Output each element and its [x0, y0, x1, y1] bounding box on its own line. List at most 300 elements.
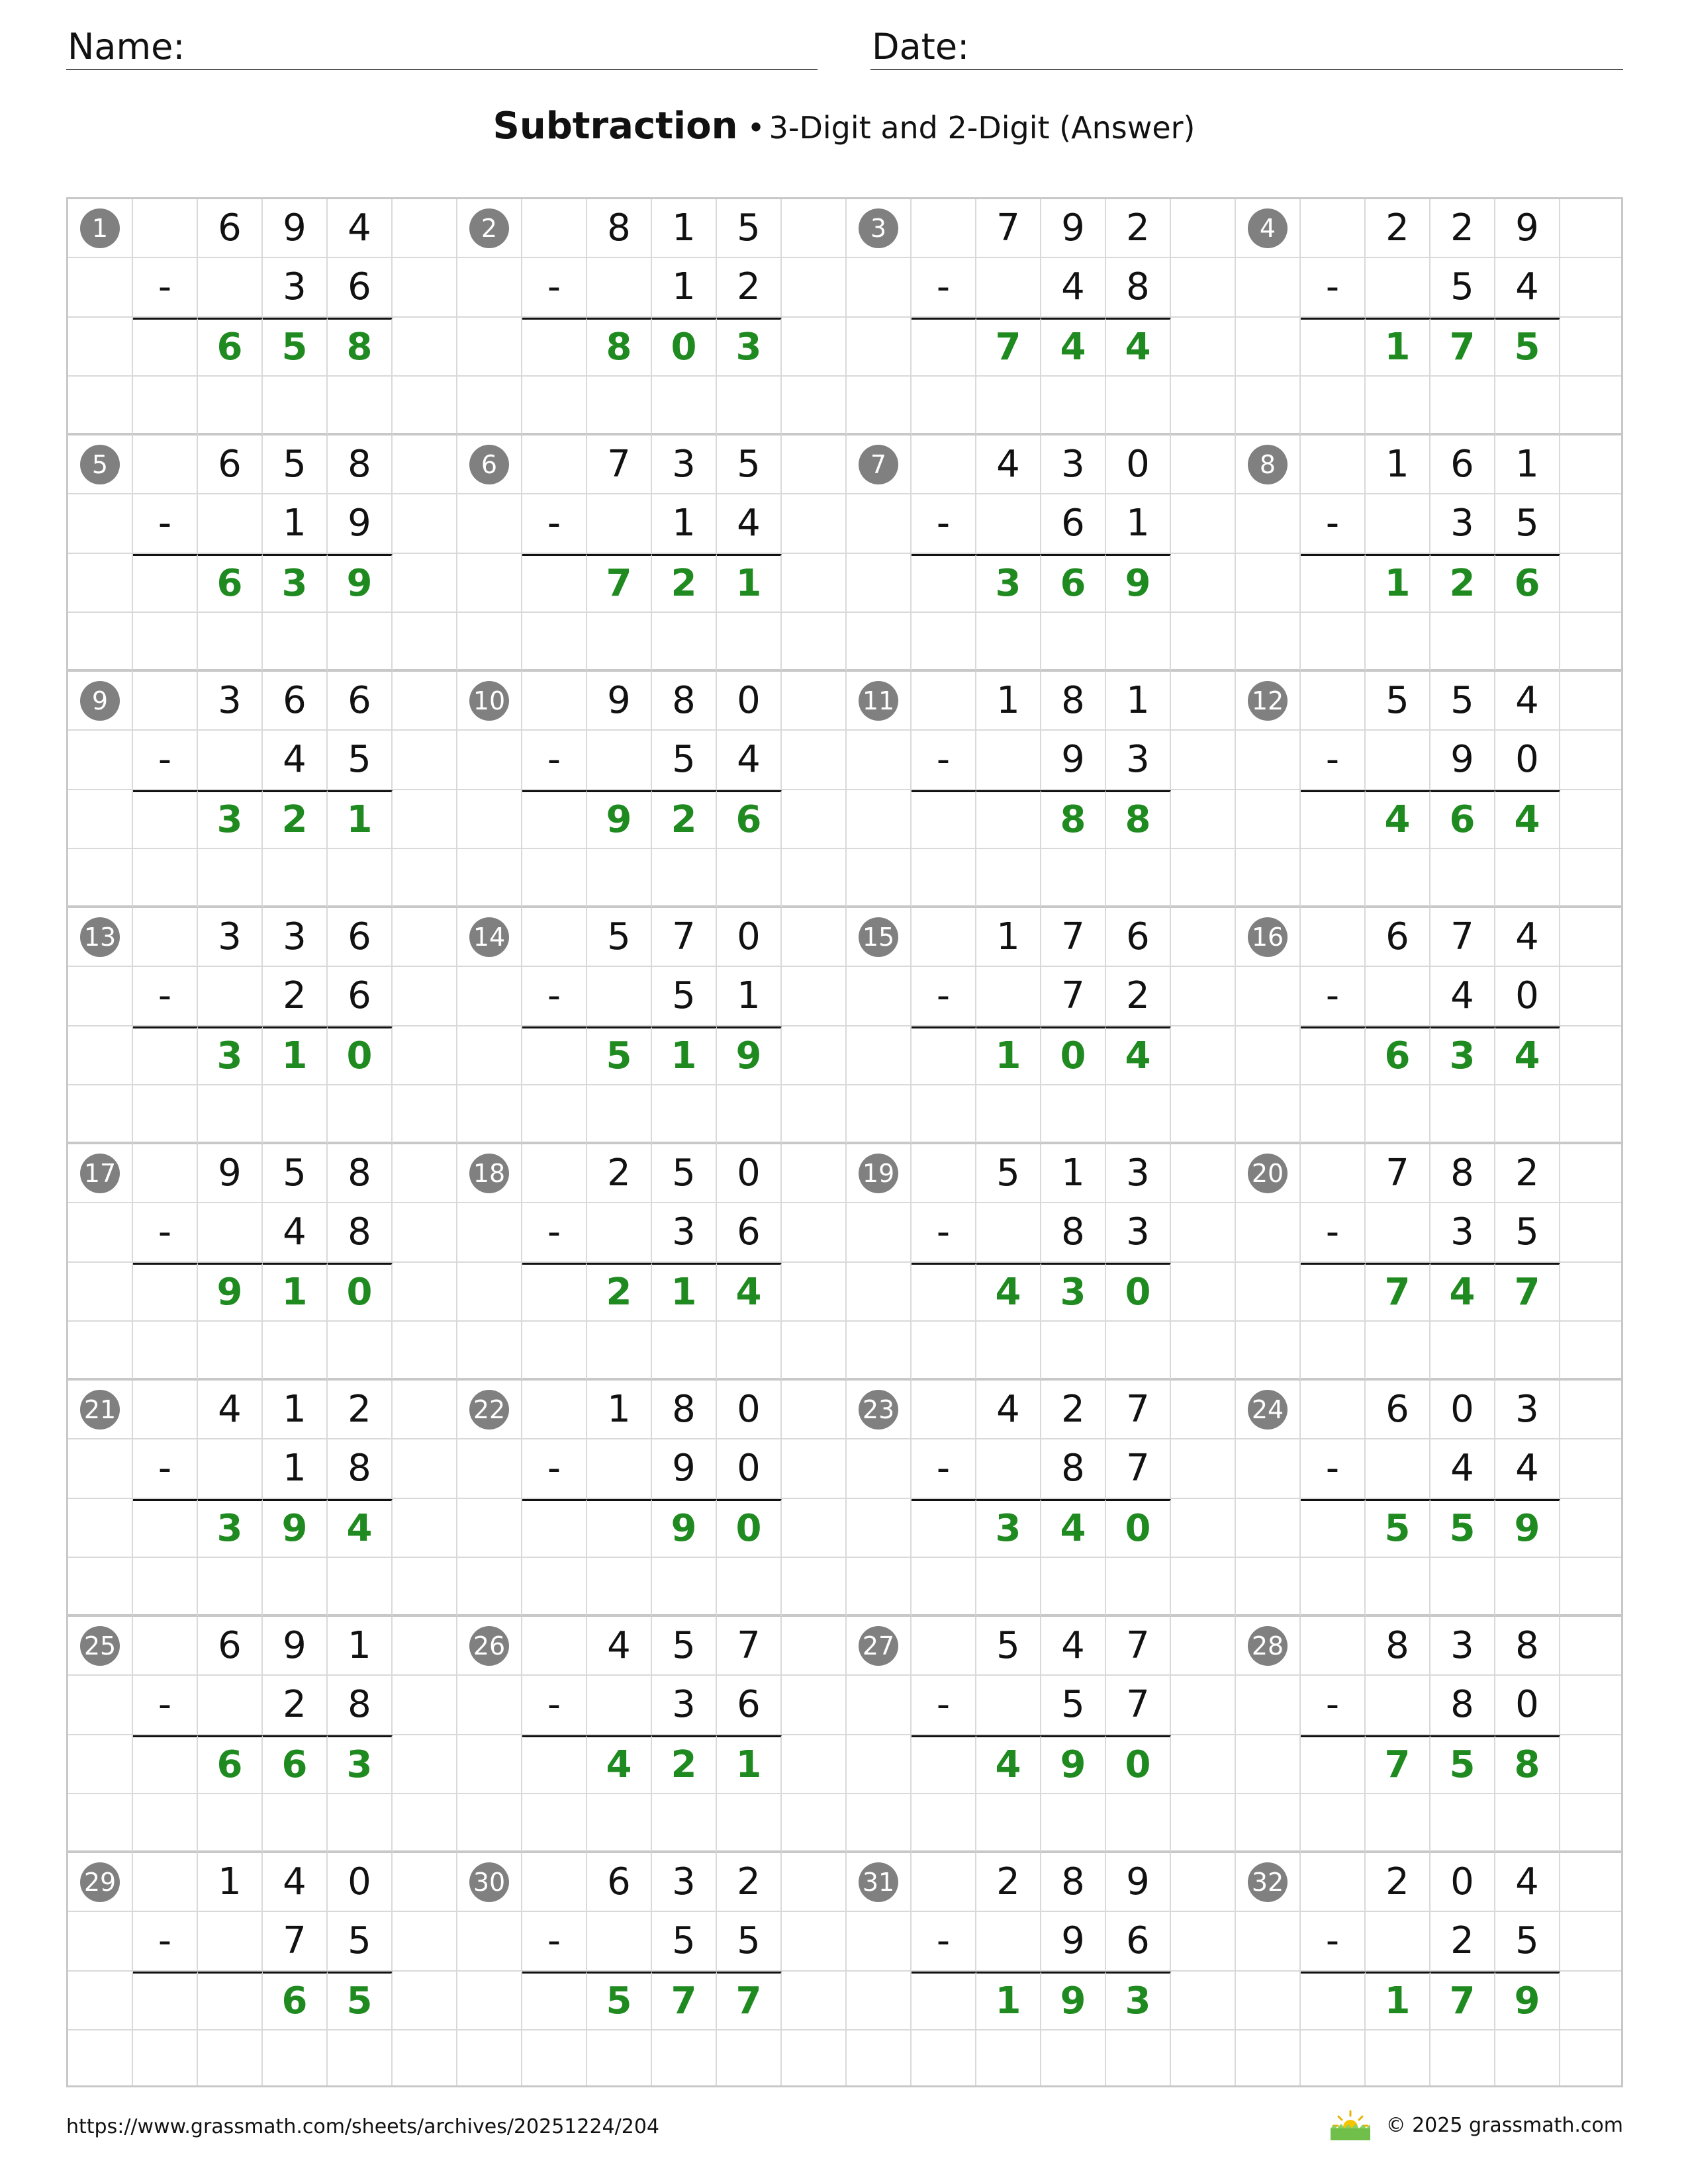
answer-digit: 3	[976, 554, 1041, 613]
grid-cell	[393, 1026, 457, 1085]
grid-cell	[1301, 1794, 1366, 1853]
grid-cell	[1171, 731, 1236, 790]
minuend-digit: 5	[1366, 672, 1430, 731]
grid-cell	[1560, 199, 1623, 258]
answer-digit: 3	[198, 1499, 263, 1558]
grid-cell	[522, 672, 587, 731]
subtrahend-digit	[587, 731, 652, 790]
answer-digit	[976, 790, 1041, 849]
grid-cell	[912, 908, 976, 967]
problem-number-badge: 29	[80, 1862, 120, 1902]
minuend-digit: 9	[263, 1617, 328, 1676]
problem-number-badge: 9	[80, 681, 120, 721]
grid-cell	[1106, 1322, 1171, 1381]
answer-digit: 1	[263, 1263, 328, 1322]
subtrahend-digit: 3	[1106, 1203, 1171, 1262]
subtrahend-digit: 2	[1430, 1912, 1495, 1971]
grid-cell	[1560, 1794, 1623, 1853]
subtrahend-digit: 9	[652, 1439, 717, 1498]
grid-cell	[1106, 613, 1171, 672]
answer-digit: 7	[976, 318, 1041, 377]
problem-number-badge: 25	[80, 1626, 120, 1666]
grid-cell	[522, 1558, 587, 1617]
answer-digit: 8	[1495, 1735, 1560, 1794]
grid-cell	[1366, 2030, 1430, 2087]
answer-digit: 4	[587, 1735, 652, 1794]
problem-7	[847, 435, 1236, 672]
grid-cell	[68, 790, 133, 849]
minuend-digit: 3	[198, 672, 263, 731]
answer-digit: 1	[717, 1735, 782, 1794]
footer-url[interactable]: https://www.grassmath.com/sheets/archives/20251224/204	[66, 2115, 660, 2138]
subtrahend-digit: 8	[1106, 258, 1171, 317]
subtrahend-digit: 5	[1495, 1912, 1560, 1971]
grid-cell	[263, 1558, 328, 1617]
grid-cell	[457, 494, 522, 553]
grid-cell	[328, 1085, 393, 1144]
grid-cell	[133, 1144, 198, 1203]
grid-cell	[133, 1853, 198, 1912]
grid-cell	[522, 1026, 587, 1085]
problem-8	[1236, 435, 1623, 672]
problem-16	[1236, 908, 1623, 1144]
problem-12	[1236, 672, 1623, 908]
grid-cell	[717, 1794, 782, 1853]
subtrahend-digit: 9	[328, 494, 393, 553]
grid-cell	[1236, 1972, 1301, 2030]
problem-number-badge: 23	[859, 1390, 898, 1430]
minus-sign: -	[1301, 258, 1366, 317]
grid-cell	[68, 1322, 133, 1381]
answer-digit: 7	[717, 1972, 782, 2030]
grid-cell	[1171, 1972, 1236, 2030]
subtrahend-digit	[198, 967, 263, 1026]
answer-digit: 8	[587, 318, 652, 377]
subtrahend-digit: 3	[1430, 1203, 1495, 1262]
problem-number-badge: 31	[859, 1862, 898, 1902]
subtrahend-digit	[587, 1912, 652, 1971]
subtrahend-digit: 3	[652, 1676, 717, 1735]
grid-cell	[847, 1558, 912, 1617]
minuend-digit: 5	[976, 1144, 1041, 1203]
grid-cell	[1430, 1322, 1495, 1381]
answer-digit: 3	[198, 790, 263, 849]
answer-digit: 5	[587, 1026, 652, 1085]
minuend-digit: 2	[328, 1381, 393, 1439]
minus-sign: -	[522, 967, 587, 1026]
title-subtitle: 3-Digit and 2-Digit (Answer)	[769, 110, 1196, 146]
minuend-digit: 7	[976, 199, 1041, 258]
answer-digit: 3	[198, 1026, 263, 1085]
subtrahend-digit: 3	[263, 258, 328, 317]
minuend-digit: 3	[652, 1853, 717, 1912]
problem-25	[68, 1617, 457, 1853]
answer-digit: 6	[1430, 790, 1495, 849]
grid-cell	[1106, 1085, 1171, 1144]
subtrahend-digit: 7	[1106, 1439, 1171, 1498]
minuend-digit: 2	[1495, 1144, 1560, 1203]
grid-cell	[1430, 849, 1495, 908]
answer-digit: 7	[1366, 1735, 1430, 1794]
grid-cell	[1171, 318, 1236, 377]
grid-cell	[976, 1322, 1041, 1381]
grid-cell	[522, 554, 587, 613]
grid-cell	[68, 731, 133, 790]
answer-digit: 6	[263, 1972, 328, 2030]
subtrahend-digit	[587, 258, 652, 317]
grid-cell	[782, 1144, 847, 1203]
grid-cell	[847, 1499, 912, 1558]
grid-cell	[717, 1558, 782, 1617]
subtrahend-digit: 8	[328, 1203, 393, 1262]
minuend-digit: 4	[1495, 908, 1560, 967]
grid-cell	[782, 1676, 847, 1735]
grid-cell	[1171, 790, 1236, 849]
grid-cell	[393, 1203, 457, 1262]
grid-cell	[1041, 1794, 1106, 1853]
grid-cell	[457, 1203, 522, 1262]
grid-cell	[782, 2030, 847, 2087]
grid-cell	[847, 1026, 912, 1085]
answer-digit: 5	[1430, 1499, 1495, 1558]
subtrahend-digit	[1366, 1912, 1430, 1971]
answer-digit: 0	[1041, 1026, 1106, 1085]
grid-cell	[1301, 554, 1366, 613]
problem-number-badge: 26	[469, 1626, 509, 1666]
grid-cell	[912, 672, 976, 731]
answer-digit: 7	[1430, 1972, 1495, 2030]
grid-cell	[1106, 1794, 1171, 1853]
grid-cell	[1560, 1676, 1623, 1735]
grid-cell	[68, 1972, 133, 2030]
answer-digit: 4	[1495, 1026, 1560, 1085]
grid-cell	[1171, 1912, 1236, 1971]
grid-cell	[587, 1794, 652, 1853]
grid-cell	[782, 1617, 847, 1676]
grid-cell	[652, 613, 717, 672]
grid-cell	[782, 1794, 847, 1853]
grid-cell	[1041, 1085, 1106, 1144]
grid-cell	[522, 1499, 587, 1558]
minus-sign: -	[1301, 1203, 1366, 1262]
problem-number-badge: 27	[859, 1626, 898, 1666]
answer-digit: 9	[652, 1499, 717, 1558]
minuend-digit: 7	[1106, 1381, 1171, 1439]
answer-digit: 2	[652, 1735, 717, 1794]
grid-cell	[1366, 377, 1430, 435]
grid-cell	[457, 554, 522, 613]
problem-number-badge: 28	[1248, 1626, 1288, 1666]
grid-cell	[1560, 258, 1623, 317]
grid-cell	[847, 967, 912, 1026]
grid-cell	[652, 1558, 717, 1617]
grid-cell	[912, 1794, 976, 1853]
grid-cell	[1171, 1322, 1236, 1381]
title-separator: •	[747, 110, 765, 146]
grid-cell	[198, 613, 263, 672]
minuend-digit: 8	[1041, 672, 1106, 731]
answer-digit: 5	[1430, 1735, 1495, 1794]
subtrahend-digit	[976, 731, 1041, 790]
grid-cell	[1560, 731, 1623, 790]
grid-cell	[1301, 318, 1366, 377]
grid-cell	[912, 1381, 976, 1439]
grid-cell	[1171, 849, 1236, 908]
subtrahend-digit	[976, 494, 1041, 553]
grid-cell	[1236, 554, 1301, 613]
answer-digit: 6	[198, 318, 263, 377]
grid-cell	[393, 1144, 457, 1203]
grid-cell	[782, 494, 847, 553]
grid-cell	[912, 435, 976, 494]
grid-cell	[328, 1558, 393, 1617]
answer-digit: 7	[587, 554, 652, 613]
minuend-digit: 4	[1495, 672, 1560, 731]
grid-cell	[976, 1794, 1041, 1853]
grid-cell	[393, 1439, 457, 1498]
grid-cell	[847, 731, 912, 790]
minuend-digit: 7	[587, 435, 652, 494]
problem-24	[1236, 1381, 1623, 1617]
grid-cell	[1171, 494, 1236, 553]
minuend-digit: 6	[1366, 1381, 1430, 1439]
minuend-digit: 7	[652, 908, 717, 967]
grid-cell	[1041, 613, 1106, 672]
minuend-digit: 0	[1106, 435, 1171, 494]
minuend-digit: 9	[263, 199, 328, 258]
grid-cell	[1041, 2030, 1106, 2087]
grid-cell	[133, 1794, 198, 1853]
answer-digit: 9	[1041, 1735, 1106, 1794]
grid-cell	[522, 1853, 587, 1912]
grid-cell	[1366, 1322, 1430, 1381]
title-main: Subtraction	[492, 105, 738, 148]
minuend-digit: 2	[1041, 1381, 1106, 1439]
grid-cell	[393, 318, 457, 377]
minuend-digit: 1	[328, 1617, 393, 1676]
grid-cell	[1495, 1558, 1560, 1617]
grid-cell	[393, 1381, 457, 1439]
grid-cell	[68, 1676, 133, 1735]
answer-digit: 6	[1495, 554, 1560, 613]
subtrahend-digit: 6	[717, 1676, 782, 1735]
grid-cell	[1301, 1322, 1366, 1381]
problem-13	[68, 908, 457, 1144]
minuend-digit: 3	[652, 435, 717, 494]
grid-cell	[68, 318, 133, 377]
grid-cell	[782, 1499, 847, 1558]
grid-cell	[133, 1617, 198, 1676]
grid-cell	[847, 1203, 912, 1262]
grid-cell	[263, 1322, 328, 1381]
grid-cell	[522, 613, 587, 672]
minus-sign: -	[522, 1439, 587, 1498]
minus-sign: -	[912, 1912, 976, 1971]
answer-digit: 9	[587, 790, 652, 849]
answer-digit: 1	[1366, 1972, 1430, 2030]
grid-cell	[1560, 1144, 1623, 1203]
grid-cell	[328, 613, 393, 672]
name-field[interactable]	[66, 21, 818, 70]
date-field[interactable]	[870, 21, 1623, 70]
minuend-digit: 5	[587, 908, 652, 967]
minuend-digit: 2	[1106, 199, 1171, 258]
subtrahend-digit: 9	[1041, 731, 1106, 790]
grid-cell	[1301, 908, 1366, 967]
grid-cell	[457, 790, 522, 849]
grid-cell	[1560, 1085, 1623, 1144]
grid-cell	[68, 1085, 133, 1144]
problem-23	[847, 1381, 1236, 1617]
subtrahend-digit	[198, 731, 263, 790]
problem-9	[68, 672, 457, 908]
minuend-digit: 1	[1041, 1144, 1106, 1203]
grid-cell	[1495, 849, 1560, 908]
answer-digit: 5	[1366, 1499, 1430, 1558]
grid-cell	[717, 613, 782, 672]
grid-cell	[457, 1794, 522, 1853]
grid-cell	[68, 494, 133, 553]
minuend-digit: 5	[1430, 672, 1495, 731]
problem-number-badge: 17	[80, 1154, 120, 1193]
grid-cell	[1301, 613, 1366, 672]
answer-digit: 5	[328, 1972, 393, 2030]
grid-cell	[1236, 1203, 1301, 1262]
grid-cell	[652, 2030, 717, 2087]
minuend-digit: 1	[1106, 672, 1171, 731]
grid-cell	[1560, 908, 1623, 967]
grid-cell	[782, 1203, 847, 1262]
grid-cell	[912, 554, 976, 613]
answer-digit: 5	[263, 318, 328, 377]
grid-cell	[1171, 1144, 1236, 1203]
grid-cell	[68, 849, 133, 908]
answer-digit: 3	[717, 318, 782, 377]
grid-cell	[1560, 1381, 1623, 1439]
problem-number-badge: 7	[859, 445, 898, 484]
grid-cell	[68, 554, 133, 613]
problem-3	[847, 199, 1236, 435]
problem-number-badge: 32	[1248, 1862, 1288, 1902]
problem-number-badge: 19	[859, 1154, 898, 1193]
minuend-digit: 1	[587, 1381, 652, 1439]
grid-cell	[976, 613, 1041, 672]
minuend-digit: 7	[1430, 908, 1495, 967]
grid-cell	[1301, 1026, 1366, 1085]
answer-digit: 9	[1495, 1499, 1560, 1558]
grid-cell	[1495, 377, 1560, 435]
sun-over-grass-icon	[1329, 2109, 1372, 2142]
problem-number-badge: 16	[1248, 917, 1288, 957]
answer-digit: 1	[652, 1026, 717, 1085]
subtrahend-digit: 6	[328, 258, 393, 317]
grid-cell	[522, 1263, 587, 1322]
grid-cell	[847, 1794, 912, 1853]
answer-digit: 4	[1430, 1263, 1495, 1322]
subtrahend-digit: 2	[263, 967, 328, 1026]
grid-cell	[1560, 1972, 1623, 2030]
grid-cell	[976, 2030, 1041, 2087]
grid-cell	[587, 1085, 652, 1144]
grid-cell	[457, 1322, 522, 1381]
minuend-digit: 4	[198, 1381, 263, 1439]
grid-cell	[1366, 849, 1430, 908]
grid-cell	[522, 2030, 587, 2087]
minuend-digit: 0	[717, 1144, 782, 1203]
subtrahend-digit: 8	[328, 1439, 393, 1498]
grid-cell	[393, 1676, 457, 1735]
grid-cell	[133, 554, 198, 613]
grid-cell	[782, 318, 847, 377]
answer-digit: 9	[328, 554, 393, 613]
grid-cell	[68, 258, 133, 317]
grid-cell	[522, 1735, 587, 1794]
problem-20	[1236, 1144, 1623, 1381]
grid-cell	[912, 1144, 976, 1203]
grid-cell	[133, 790, 198, 849]
answer-digit: 0	[717, 1499, 782, 1558]
answer-digit: 7	[1366, 1263, 1430, 1322]
subtrahend-digit	[976, 967, 1041, 1026]
minuend-digit: 7	[1106, 1617, 1171, 1676]
answer-digit: 9	[1495, 1972, 1560, 2030]
minuend-digit: 3	[1106, 1144, 1171, 1203]
grid-cell	[847, 1912, 912, 1971]
grid-cell	[393, 790, 457, 849]
grid-cell	[1171, 2030, 1236, 2087]
grid-cell	[1236, 1735, 1301, 1794]
grid-cell	[1041, 849, 1106, 908]
grid-cell	[1560, 1735, 1623, 1794]
answer-digit: 0	[328, 1263, 393, 1322]
name-label: Name:	[68, 26, 185, 68]
subtrahend-digit	[1366, 731, 1430, 790]
grid-cell	[522, 1617, 587, 1676]
grid-cell	[457, 967, 522, 1026]
minuend-digit: 6	[328, 908, 393, 967]
minuend-digit: 8	[1366, 1617, 1430, 1676]
subtrahend-digit: 8	[1041, 1203, 1106, 1262]
grid-cell	[393, 199, 457, 258]
minuend-digit: 6	[587, 1853, 652, 1912]
minus-sign: -	[912, 258, 976, 317]
grid-cell	[782, 731, 847, 790]
grid-cell	[522, 1322, 587, 1381]
grid-cell	[522, 1085, 587, 1144]
grid-cell	[587, 849, 652, 908]
grid-cell	[68, 1794, 133, 1853]
grid-cell	[1236, 1322, 1301, 1381]
grid-cell	[133, 1322, 198, 1381]
grid-cell	[522, 318, 587, 377]
minuend-digit: 6	[198, 1617, 263, 1676]
answer-digit: 4	[328, 1499, 393, 1558]
grid-cell	[457, 613, 522, 672]
grid-cell	[1560, 849, 1623, 908]
minuend-digit: 1	[652, 199, 717, 258]
subtrahend-digit: 1	[652, 494, 717, 553]
subtrahend-digit	[976, 1912, 1041, 1971]
answer-digit: 3	[328, 1735, 393, 1794]
grid-cell	[847, 1322, 912, 1381]
grid-cell	[912, 1558, 976, 1617]
grid-cell	[1560, 554, 1623, 613]
grid-cell	[393, 849, 457, 908]
minuend-digit: 4	[1495, 1853, 1560, 1912]
answer-digit: 6	[198, 554, 263, 613]
subtrahend-digit	[976, 258, 1041, 317]
grid-cell	[782, 1026, 847, 1085]
